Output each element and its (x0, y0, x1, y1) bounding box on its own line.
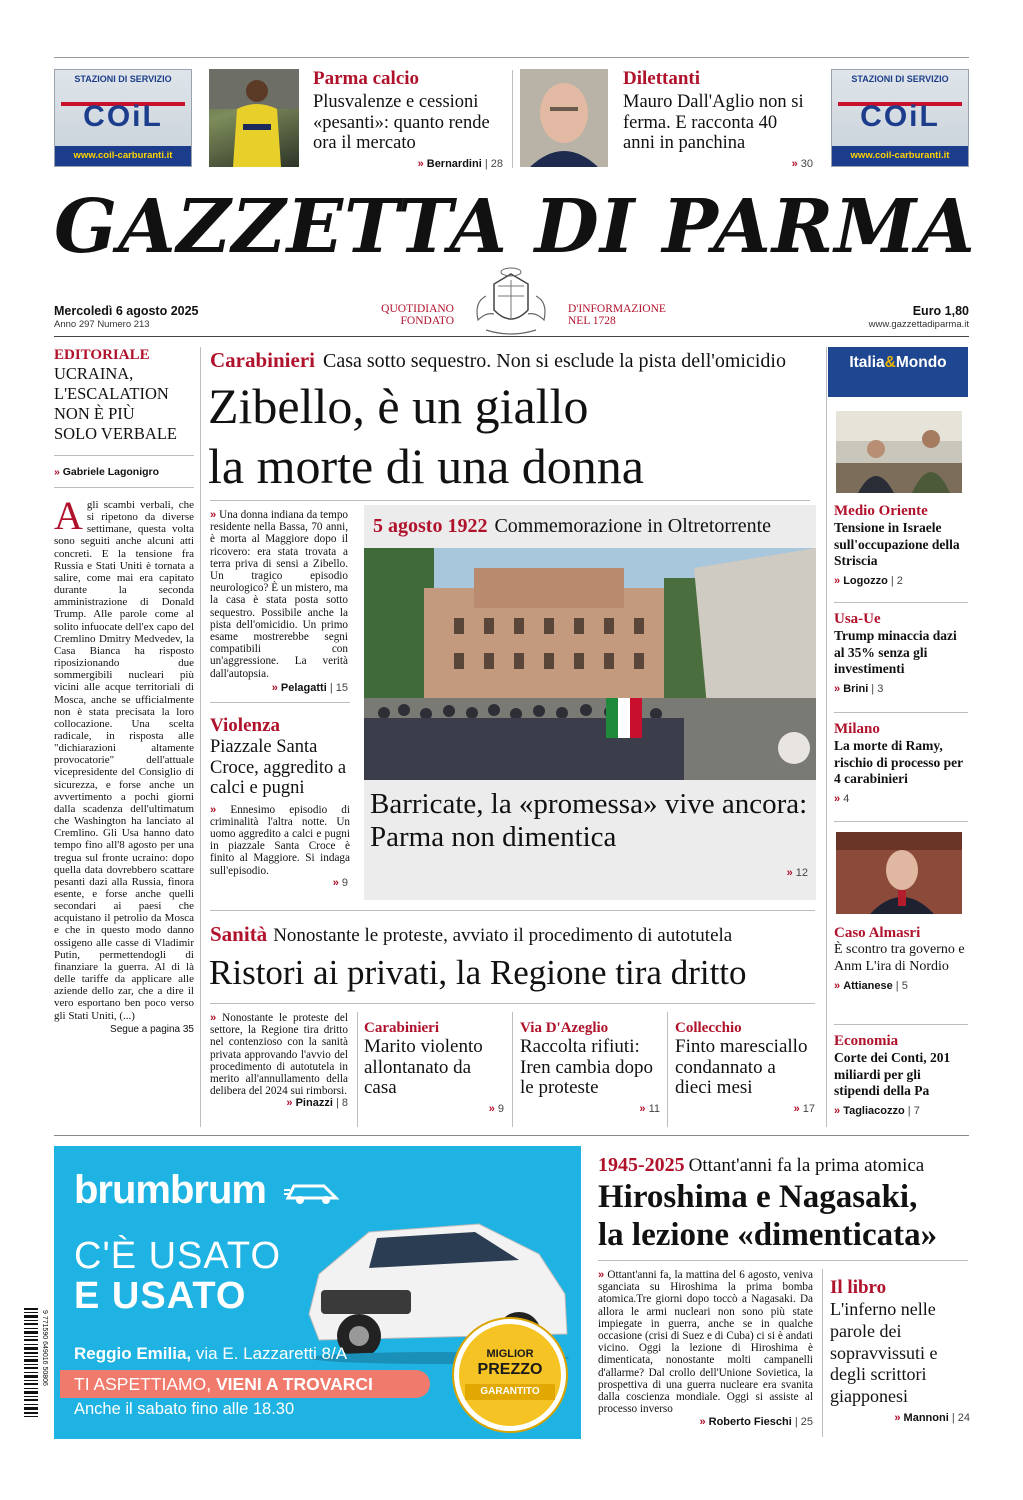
lead-body-text: Una donna indiana da tempo residente nella Bassa, 70 anni, è morta al Maggiore dopo il ricovero: era stata trovata a terra priva di sensi a Zibello. Un tragico episodio neurologico? È un mistero, ma la casa è stata posta sotto sequestro. Possibile anche la pista dell'omicidio. Un primo esame mostrerebbe segni compatibili con un'aggressione. La verità dall'autopsia. (210, 509, 349, 680)
divider (54, 455, 194, 456)
violenza-title: Piazzale Santa Croce, aggredito a calci e pugni (210, 737, 347, 798)
story-violenza[interactable] (210, 715, 350, 889)
lead-header (210, 348, 820, 373)
ad-address: via E. Lazzaretti 8/A (195, 1344, 348, 1363)
lead-summary (210, 509, 348, 694)
sanita-header (210, 922, 820, 947)
sidebar-item[interactable] (834, 503, 968, 587)
editorial-kicker: EDITORIALE (54, 347, 150, 363)
brief-item[interactable] (675, 1020, 815, 1115)
story-parma-calcio[interactable] (313, 68, 503, 170)
lead-body: » Una donna indiana da tempo residente nella Bassa, 70 anni, è morta al Maggiore dopo il ricovero: era stata trovata a terra priva di sensi a Zibello. Un tragico episodio neurologico? È un mistero, ma la casa è stata posta sotto sequestro. Possibile anche la pista dell'omicidio. Un primo esame mostrerebbe segni compatibili con un'aggressione. La verità dall'autopsia. (210, 509, 349, 680)
sanita-author: Pinazzi (295, 1097, 333, 1110)
libro-ref: » Mannoni | 24 (894, 1411, 970, 1424)
feature-headline: Barricate, la «promessa» vive ancora: Parma non dimentica (370, 788, 808, 853)
tagline-right: D'INFORMAZIONE NEL 1728 (568, 303, 666, 327)
coil-logo: COiL (860, 100, 940, 133)
sidebar-kicker: Milano (834, 721, 880, 737)
ad-line1: C'È USATO (74, 1235, 281, 1277)
sidebar-page: 3 (877, 682, 884, 695)
libro-kicker: Il libro (830, 1277, 887, 1298)
hiroshima-subtitle: Ottant'anni fa la prima atomica (688, 1155, 925, 1176)
price: Euro 1,80 (912, 304, 969, 318)
hiroshima-headline-line1: Hiroshima e Nagasaki, (598, 1179, 918, 1215)
sidebar-ref: » Brini | 3 (834, 682, 884, 695)
issue-number: Anno 297 Numero 213 (54, 319, 150, 330)
ad-city: Reggio Emilia, (74, 1344, 192, 1363)
brief-item[interactable] (520, 1020, 660, 1115)
website-link[interactable]: www.gazzettadiparma.it (868, 319, 969, 330)
lead-kicker: Carabinieri (210, 348, 315, 372)
photo-israel-meeting (836, 411, 962, 493)
editorial-text: E la tensione fra Russia e Stati Uniti è tornata a salire, come mai era capitato durante la seconda amministrazione di Donald Trump. Alle parole come al solito infuocate dell'ex capo del Cremlino Dmitry Medvedev, la Casa Bianca ha risposto riposizionando due sommergibili nucleari più vicini alle acque territoriali di Mosca, anche se ufficialmente non è stata precisata la loro collocazione. Una scelta radicale, in risposta alle "dichiarazioni altamente provocatorie" dell'attuale vicepresidente del Consiglio di sicurezza, e forse anche un avvertimento a pochi giorni dalla scadenza dell'ultimatum che Washington ha lanciato al Cremlino. Gli Usa hanno dato tempo fino all'8 agosto per una tregua sul fronte ucraino: dopo quella data dovrebbero scattare pesanti dazi alla Russia, finora esente, e forse anche quelli secondari ai paesi che acquistano il petrolio da Mosca e che in questo modo danno ossigeno alle casse di Vladimir Putin, permettendogli di finanziare la guerra. Al di là delle tariffe da applicare alle aziende dello zar, che a dire il vero esportano ben poco verso gli Stati Uniti, (...) (54, 547, 195, 1022)
story-title: Plusvalenze e cessioni «pesanti»: quanto rende ora il mercato (313, 92, 490, 153)
story-kicker: Dilettanti (623, 68, 701, 89)
sidebar-kicker: Caso Almasri (834, 925, 921, 941)
sidebar-title: Corte dei Conti, 201 miliardi per gli stipendi della Pa (834, 1050, 951, 1098)
lead-subtitle: Casa sotto sequestro. Non si esclude la pista dell'omicidio (323, 350, 786, 372)
ad-hours: Anche il sabato fino alle 18.30 (74, 1400, 295, 1418)
hiroshima-summary (598, 1269, 813, 1428)
coil-ad-left[interactable] (54, 69, 192, 167)
editorial-first: gli scambi verbali, che si ripetono da diverse settimane, questa volta sono seguiti anche alcuni atti concreti. (54, 499, 194, 560)
brief-ref: » 9 (488, 1102, 504, 1115)
photo-footballer (209, 69, 299, 167)
badge-line2: PREZZO (477, 1361, 543, 1378)
story-dilettanti[interactable] (623, 68, 813, 170)
editorial-continue[interactable]: Segue a pagina 35 (110, 1023, 194, 1035)
brief-title: Finto maresciallo condannato a dieci mesi (675, 1036, 808, 1098)
ad-brand: brumbrum (74, 1168, 266, 1212)
sidebar-item[interactable] (834, 1033, 968, 1117)
sidebar-page: 7 (913, 1104, 920, 1117)
sidebar-author: Tagliacozzo (843, 1104, 905, 1117)
badge-line1: MIGLIOR (486, 1348, 534, 1360)
editorial[interactable] (54, 347, 194, 1035)
violenza-ref: » 9 (332, 876, 348, 889)
badge-line3: GARANTITO (465, 1384, 555, 1400)
feature-ref: » 12 (786, 867, 808, 879)
sanita-kicker: Sanità (210, 922, 268, 946)
libro-author: Mannoni (903, 1411, 949, 1424)
coil-ad-url: www.coil-carburanti.it (832, 146, 968, 166)
photo-commemoration (364, 548, 816, 780)
sidebar-title: Trump minaccia dazi al 35% senza gli investimenti (834, 628, 957, 676)
story-page: 30 (800, 157, 813, 170)
hiroshima-author: Roberto Fieschi (708, 1416, 792, 1429)
hiroshima-kicker: 1945-2025 (598, 1154, 685, 1176)
violenza-body-text: Ennesimo episodio di criminalità l'altra notte. Un uomo aggredito a calci e pugni in piazzale Santa Croce è finito al Maggiore. Si indaga sull'episodio. (210, 803, 351, 877)
story-kicker: Parma calcio (313, 68, 420, 89)
sidebar-author: Logozzo (843, 574, 888, 587)
feature-box[interactable] (364, 505, 816, 900)
sanita-page: 8 (341, 1097, 348, 1110)
masthead-title: GAZZETTA DI PARMA (54, 184, 976, 270)
libro-page: 24 (957, 1411, 970, 1424)
sidebar-ref: » Tagliacozzo | 7 (834, 1104, 920, 1117)
sidebar-author: Attianese (843, 980, 893, 992)
ad-line2: E USATO (74, 1275, 247, 1317)
sidebar-title: Tensione in Israele sull'occupazione della Striscia (834, 520, 960, 568)
sidebar-page: 2 (896, 574, 903, 587)
photo-nordio (836, 832, 962, 914)
coil-logo: COiL (83, 100, 163, 133)
ad-cta (60, 1370, 430, 1398)
hiroshima-headline-line2: la lezione «dimenticata» (598, 1217, 938, 1253)
brief-item[interactable] (364, 1020, 504, 1115)
brief-page: 9 (497, 1102, 504, 1115)
feature-kicker: 5 agosto 1922 (373, 515, 488, 537)
sidebar-page: 5 (901, 980, 908, 992)
brumbrum-ad[interactable] (54, 1146, 581, 1439)
section-title (828, 354, 968, 372)
brief-ref: » 17 (793, 1102, 815, 1115)
crest-icon (456, 266, 566, 340)
brief-kicker: Carabinieri (364, 1020, 439, 1036)
lead-headline[interactable] (208, 376, 818, 496)
brief-page: 11 (648, 1102, 660, 1115)
sanita-body: » Nonostante le proteste del settore, la Regione tira dritto nel contenzioso con la sanità privata approvando l'avvio del procedimento di autotutela in merito all'annullamento della delibera del 2024 sui rimborsi. (210, 1012, 348, 1098)
brief-ref: » 11 (639, 1102, 660, 1115)
section-title-b: Mondo (895, 354, 947, 371)
feature-header (373, 515, 771, 538)
barcode-number: 9 771590 649016 50806 (41, 1310, 48, 1386)
hiroshima-header (598, 1154, 968, 1177)
ad-cta-a: TI ASPETTIAMO, (74, 1374, 212, 1394)
sanita-subtitle: Nonostante le proteste, avviato il procedimento di autotutela (273, 925, 733, 946)
sidebar-item[interactable] (834, 611, 968, 695)
section-header-italia-mondo[interactable] (828, 347, 968, 397)
sidebar-ref: » Logozzo | 2 (834, 574, 903, 587)
sidebar-title: La morte di Ramy, rischio di processo per 4 carabinieri (834, 738, 963, 786)
sanita-body-text: Nonostante le proteste del settore, la Regione tira dritto nel contenzioso con la sanità privata approvando l'avvio del procedimento di autotutela in merito all'annullamento della delibera del 2024 sui rimborsi. (210, 1012, 348, 1098)
coil-ad-tagline: STAZIONI DI SERVIZIO (74, 74, 172, 84)
sidebar-item[interactable] (834, 925, 968, 992)
hiroshima-headline[interactable] (598, 1178, 978, 1254)
brief-title: Raccolta rifiuti: Iren cambia dopo le proteste (520, 1036, 653, 1098)
ad-price-badge (454, 1319, 566, 1431)
sidebar-kicker: Medio Oriente (834, 503, 928, 519)
brief-kicker: Via D'Azeglio (520, 1020, 609, 1036)
sidebar-kicker: Usa-Ue (834, 611, 881, 627)
lead-headline-line1: Zibello, è un giallo (208, 378, 589, 434)
coil-ad-url: www.coil-carburanti.it (55, 146, 191, 166)
lead-ref: » Pelagatti | 15 (271, 681, 348, 694)
story-ref: » Bernardini | 28 (417, 157, 503, 170)
story-ref: » 30 (791, 157, 813, 170)
story-title: Mauro Dall'Aglio non si ferma. E racconta 40 anni in panchina (623, 92, 804, 153)
story-page: 28 (490, 157, 503, 170)
hiroshima-body: » Ottant'anni fa, la mattina del 6 agosto, veniva sganciata su Hiroshima la prima bomba atomica.Tre giorni dopo toccò a Nagasaki. Da allora le armi nucleari non sono più state impiegate in guerra, anche se in qualche occasione (crisi di Suez e di Cuba) ci si è andati vicino. Oggi la lezione di Hiroshima è dimenticata, nonostante molti campanelli d'allarme? Dal crollo dell'Unione Sovietica, la prospettiva di una guerra nucleare era svanita dalla coscienza mondiale. Oggi si assiste al processo inverso (598, 1269, 813, 1416)
violenza-body: » Ennesimo episodio di criminalità l'altra notte. Un uomo aggredito a calci e pugni in piazzale Santa Croce è finito al Maggiore. Si indaga sull'episodio. (210, 803, 351, 877)
section-title-amp: & (884, 354, 896, 371)
feature-subtitle: Commemorazione in Oltretorrente (494, 515, 772, 537)
lead-page: 15 (335, 681, 348, 694)
brief-title: Marito violento allontanato da casa (364, 1036, 483, 1098)
violenza-kicker: Violenza (210, 715, 281, 736)
editorial-author-line: » Gabriele Lagonigro (54, 466, 160, 478)
sanita-ref: » Pinazzi | 8 (286, 1097, 348, 1110)
story-author: Bernardini (426, 157, 482, 170)
divider (54, 487, 194, 488)
libro-title: L'inferno nelle parole dei sopravvissuti e degli scrittori giapponesi (830, 1299, 938, 1407)
dropcap: A (54, 493, 83, 538)
editorial-title: UCRAINA, L'ESCALATION NON È PIÙ SOLO VERBALE (54, 364, 177, 443)
editorial-author: Gabriele Lagonigro (62, 466, 160, 478)
sidebar-ref: » Attianese | 5 (834, 980, 908, 992)
issue-date: Mercoledì 6 agosto 2025 (54, 304, 199, 318)
coil-ad-right[interactable] (831, 69, 969, 167)
photo-coach (520, 69, 608, 167)
brief-kicker: Collecchio (675, 1020, 742, 1036)
lead-author: Pelagatti (280, 681, 327, 694)
hiroshima-body-text: Ottant'anni fa, la mattina del 6 agosto, veniva sganciata su Hiroshima la prima bomba atomica.Tre giorni dopo toccò a Nagasaki. Da allora le armi nucleari non sono più state impiegate in guerra, anche se in qualche occasione (crisi di Suez e di Cuba) ci si è andati vicino. Oggi la lezione di Hiroshima è dimenticata, nonostante molti campanelli d'allarme? Dal crollo dell'Unione Sovietica, la prospettiva di una guerra nucleare era svanita dalla coscienza mondiale. Oggi si assiste al processo inverso (598, 1269, 813, 1416)
feature-page: 12 (795, 867, 808, 879)
sanita-headline[interactable]: Ristori ai privati, la Regione tira dritto (209, 953, 747, 992)
sidebar-title: È scontro tra governo e Anm L'ira di Nordio (834, 942, 965, 974)
coil-ad-tagline: STAZIONI DI SERVIZIO (851, 74, 949, 84)
section-title-a: Italia (849, 354, 885, 371)
lead-headline-line2: la morte di una donna (208, 438, 644, 494)
hiroshima-page: 25 (800, 1416, 813, 1429)
sidebar-author: Brini (843, 682, 869, 695)
story-libro[interactable] (830, 1277, 970, 1424)
editorial-body (54, 493, 195, 1022)
sidebar-kicker: Economia (834, 1033, 899, 1049)
ad-address-line (74, 1344, 347, 1364)
tagline-left: QUOTIDIANO FONDATO (381, 303, 454, 327)
hiroshima-ref: » Roberto Fieschi | 25 (699, 1416, 813, 1429)
sidebar-page: 4 (843, 792, 850, 805)
violenza-page: 9 (341, 876, 348, 889)
ad-cta-b: VIENI A TROVARCI (215, 1374, 373, 1394)
sanita-summary (210, 1012, 348, 1109)
sidebar-item[interactable] (834, 721, 968, 805)
brief-page: 17 (802, 1102, 815, 1115)
sidebar-ref: » 4 (834, 792, 850, 805)
